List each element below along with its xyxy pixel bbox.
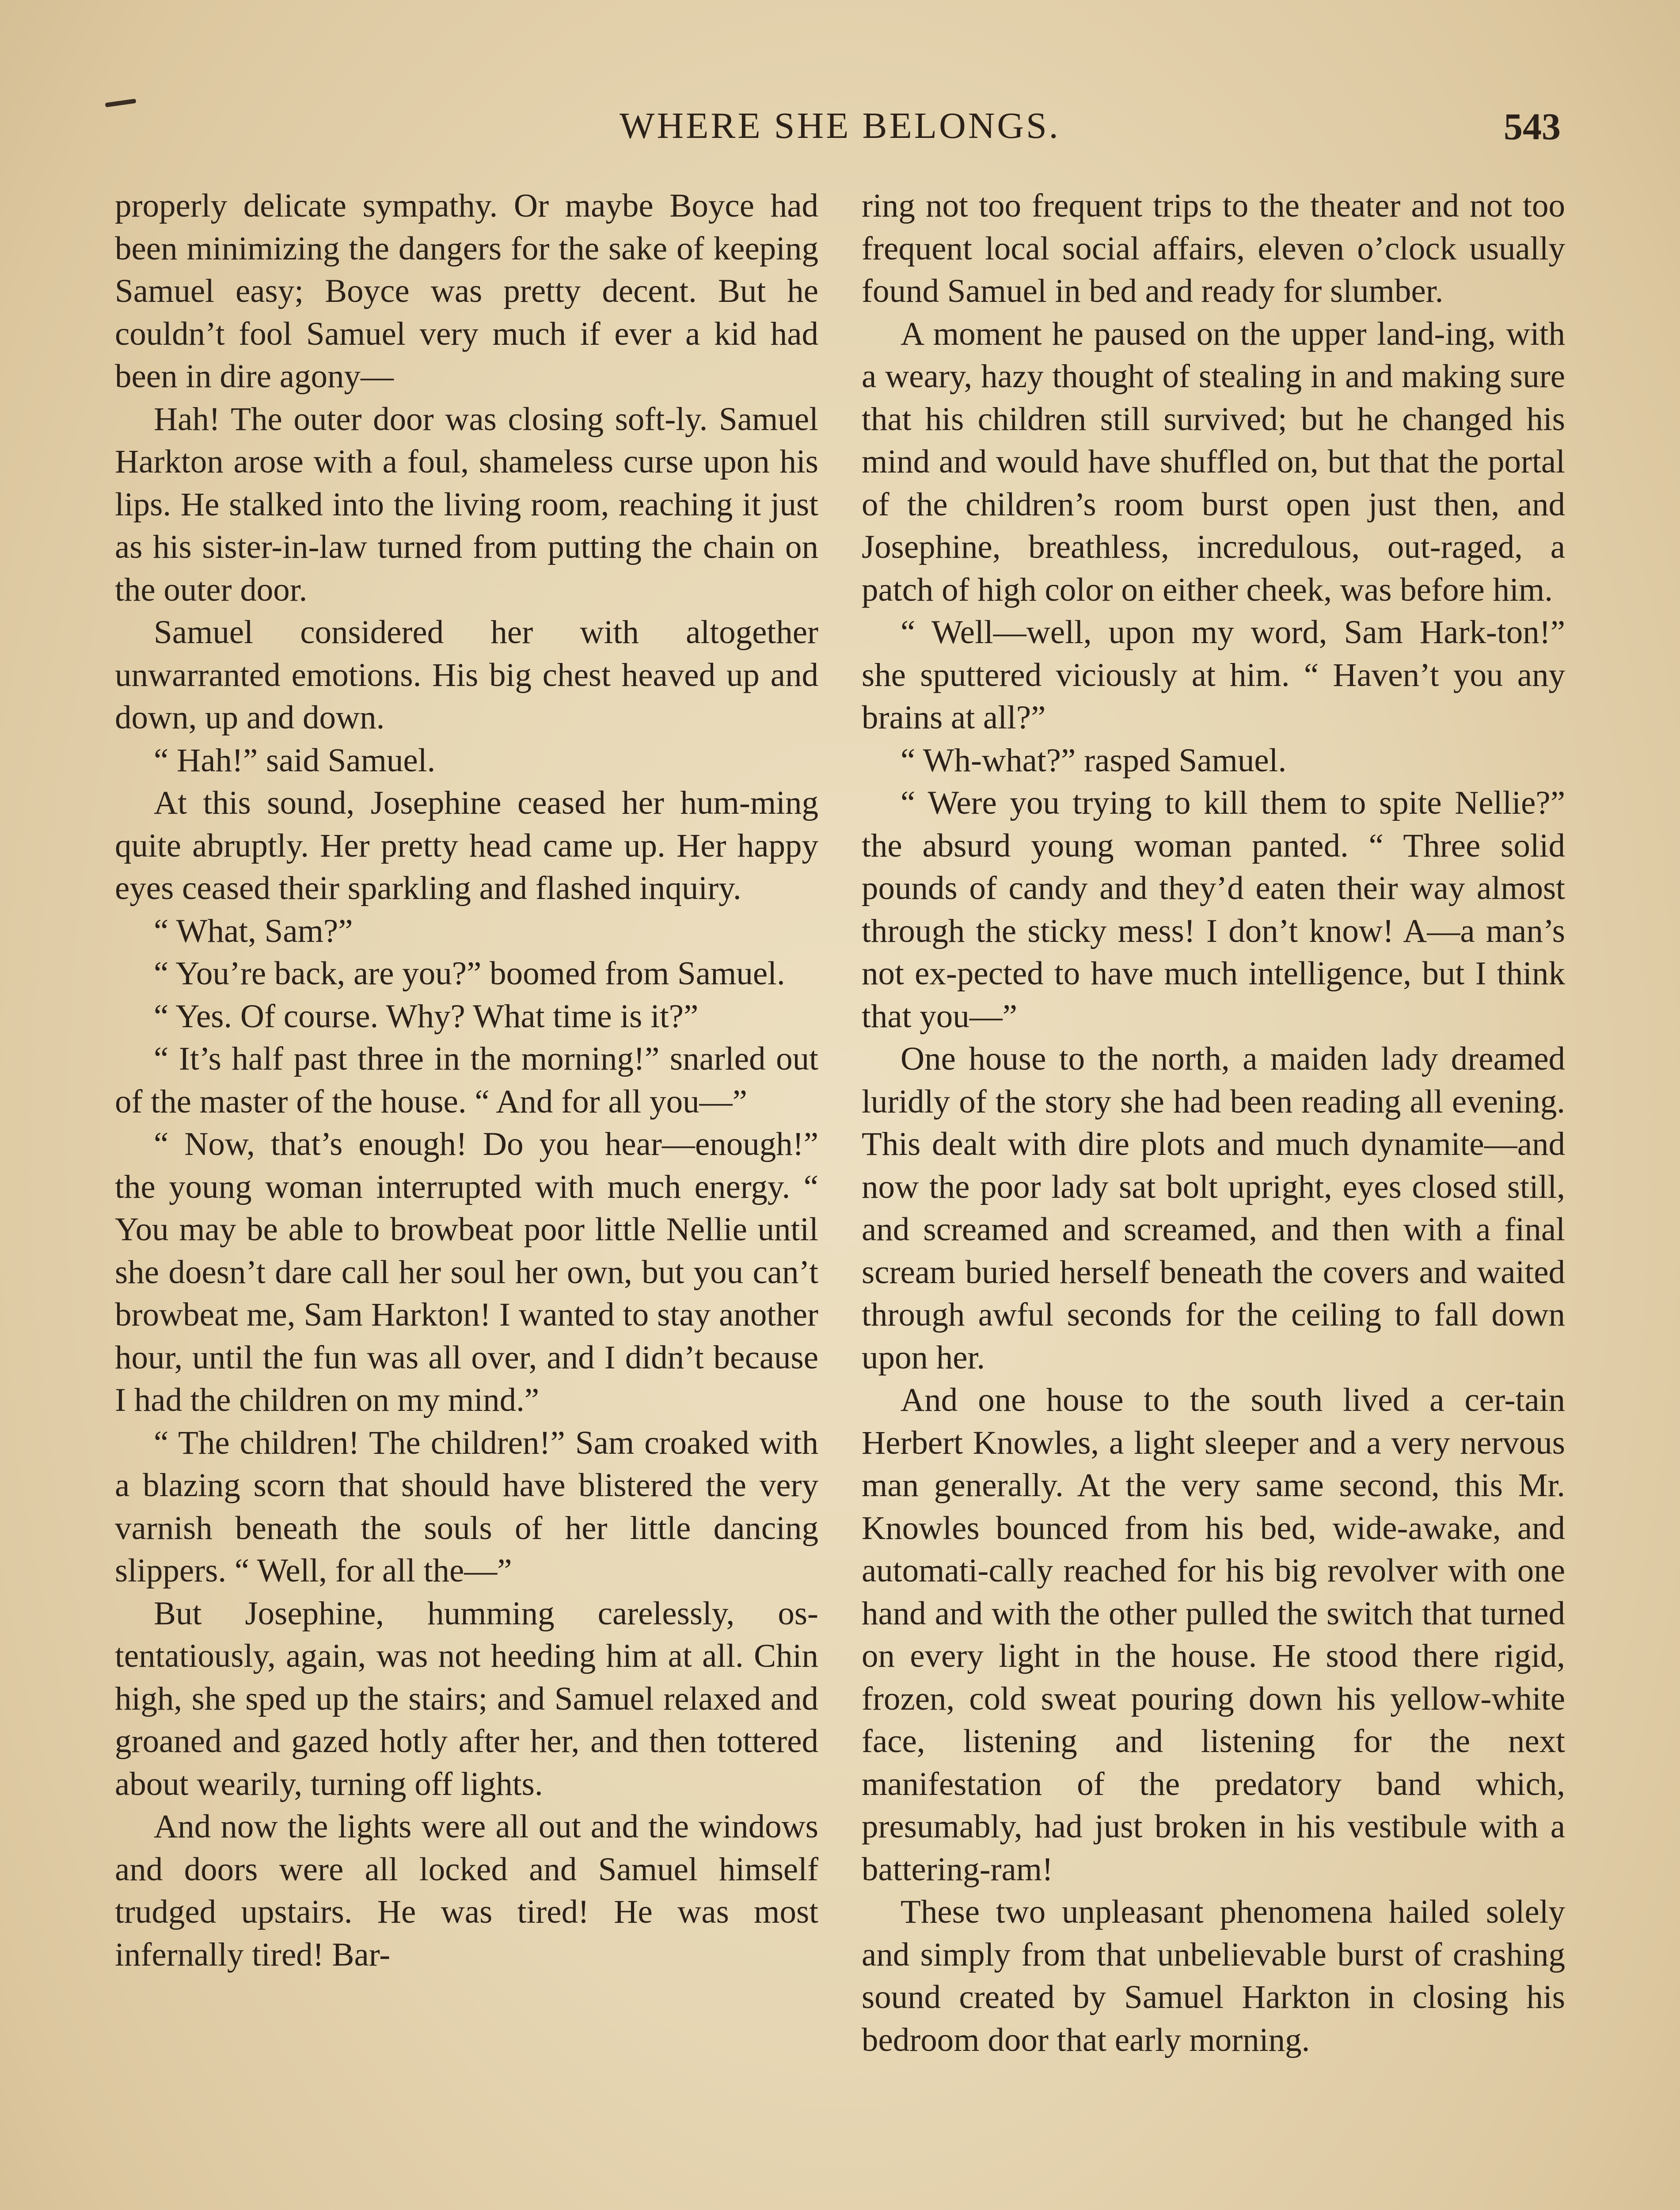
paragraph: Hah! The outer door was closing soft-ly. Samuel Harkton arose with a foul, shameless curse upon his lips. He stalked into the living room, reaching it just as his sister-in-law turned from putting the chain on the outer door. bbox=[115, 400, 818, 608]
paragraph: Samuel considered her with altogether unwarranted emotions. His big chest heaved up and down, up and down. bbox=[115, 614, 818, 736]
page-number: 543 bbox=[1504, 105, 1561, 148]
paragraph: “ What, Sam?” bbox=[154, 912, 353, 949]
paragraph: properly delicate sympathy. Or maybe Boyce had been minimizing the dangers for the sake of keeping Samuel easy; Boyce was pretty decent. But he couldn’t fool Samuel very much if ever a kid had been in dire agony— bbox=[115, 187, 818, 395]
paragraph: “ The children! The children!” Sam croaked with a blazing scorn that should have blistered the very varnish beneath the souls of her little dancing slippers. “ Well, for all the—” bbox=[115, 1424, 818, 1589]
left-column bbox=[115, 185, 818, 2210]
paragraph: A moment he paused on the upper land-ing, with a weary, hazy thought of stealing in and making sure that his children still survived; but he changed his mind and would have shuffled on, but that the portal of the children’s room burst open just then, and Josephine, breathless, incredulous, out-raged, a patch of high color on either cheek, was before him. bbox=[862, 315, 1565, 608]
text-columns bbox=[115, 185, 1565, 2210]
paragraph: “ Wh-what?” rasped Samuel. bbox=[901, 742, 1287, 779]
paragraph: At this sound, Josephine ceased her hum-ming quite abruptly. Her pretty head came up. Her happy eyes ceased their sparkling and flashed inquiry. bbox=[115, 785, 818, 907]
paragraph: “ Were you trying to kill them to spite Nellie?” the absurd young woman panted. “ Three solid pounds of candy and they’d eaten their way almost through the sticky mess! I don’t know! A—a man’s not ex-pected to have much intelligence, but I think that you—” bbox=[862, 785, 1565, 1035]
paragraph: “ Well—well, upon my word, Sam Hark-ton!” she sputtered viciously at him. “ Haven’t you any brains at all?” bbox=[862, 614, 1565, 736]
paragraph: One house to the north, a maiden lady dreamed luridly of the story she had been reading all evening. This dealt with dire plots and much dynamite—and now the poor lady sat bolt upright, eyes closed still, and screamed and screamed, and then with a final scream buried herself beneath the covers and waited through awful seconds for the ceiling to fall down upon her. bbox=[862, 1040, 1565, 1376]
paragraph: “ Hah!” said Samuel. bbox=[154, 742, 436, 779]
paragraph: “ Now, that’s enough! Do you hear—enough!” the young woman interrupted with much energy. “ You may be able to browbeat poor little Nellie until she doesn’t dare call her soul her own, but you can’t browbeat me, Sam Harkton! I wanted to stay another hour, until the fun was all over, and I didn’t because I had the children on my mind.” bbox=[115, 1126, 818, 1418]
right-column bbox=[862, 185, 1565, 2210]
paragraph: “ It’s half past three in the morning!” snarled out of the master of the house. “ And for all you—” bbox=[115, 1040, 818, 1120]
paragraph: And one house to the south lived a cer-tain Herbert Knowles, a light sleeper and a very nervous man generally. At the very same second, this Mr. Knowles bounced from his bed, wide-awake, and automati-cally reached for his big revolver with one hand and with the other pulled the switch that turned on every light in the house. He stood there rigid, frozen, cold sweat pouring down his yellow-white face, listening and listening for the next manifestation of the predatory band which, presumably, had just broken in his vestibule with a battering-ram! bbox=[862, 1382, 1565, 1888]
paragraph: “ Yes. Of course. Why? What time is it?” bbox=[154, 998, 699, 1035]
paragraph: And now the lights were all out and the windows and doors were all locked and Samuel himself trudged upstairs. He was tired! He was most infernally tired! Bar- bbox=[115, 1808, 818, 1973]
paragraph: These two unpleasant phenomena hailed solely and simply from that unbelievable burst of crashing sound created by Samuel Harkton in closing his bedroom door that early morning. bbox=[862, 1894, 1565, 2058]
paragraph: “ You’re back, are you?” boomed from Samuel. bbox=[154, 955, 785, 992]
paragraph: But Josephine, humming carelessly, os-tentatiously, again, was not heeding him at all. Chin high, she sped up the stairs; and Samuel relaxed and groaned and gazed hotly after her, and then tottered about wearily, turning off lights. bbox=[115, 1595, 818, 1802]
paragraph: ring not too frequent trips to the theater and not too frequent local social affairs, eleven o’clock usually found Samuel in bed and ready for slumber. bbox=[862, 187, 1565, 309]
running-title: WHERE SHE BELONGS. bbox=[620, 105, 1060, 146]
running-head bbox=[0, 104, 1680, 157]
